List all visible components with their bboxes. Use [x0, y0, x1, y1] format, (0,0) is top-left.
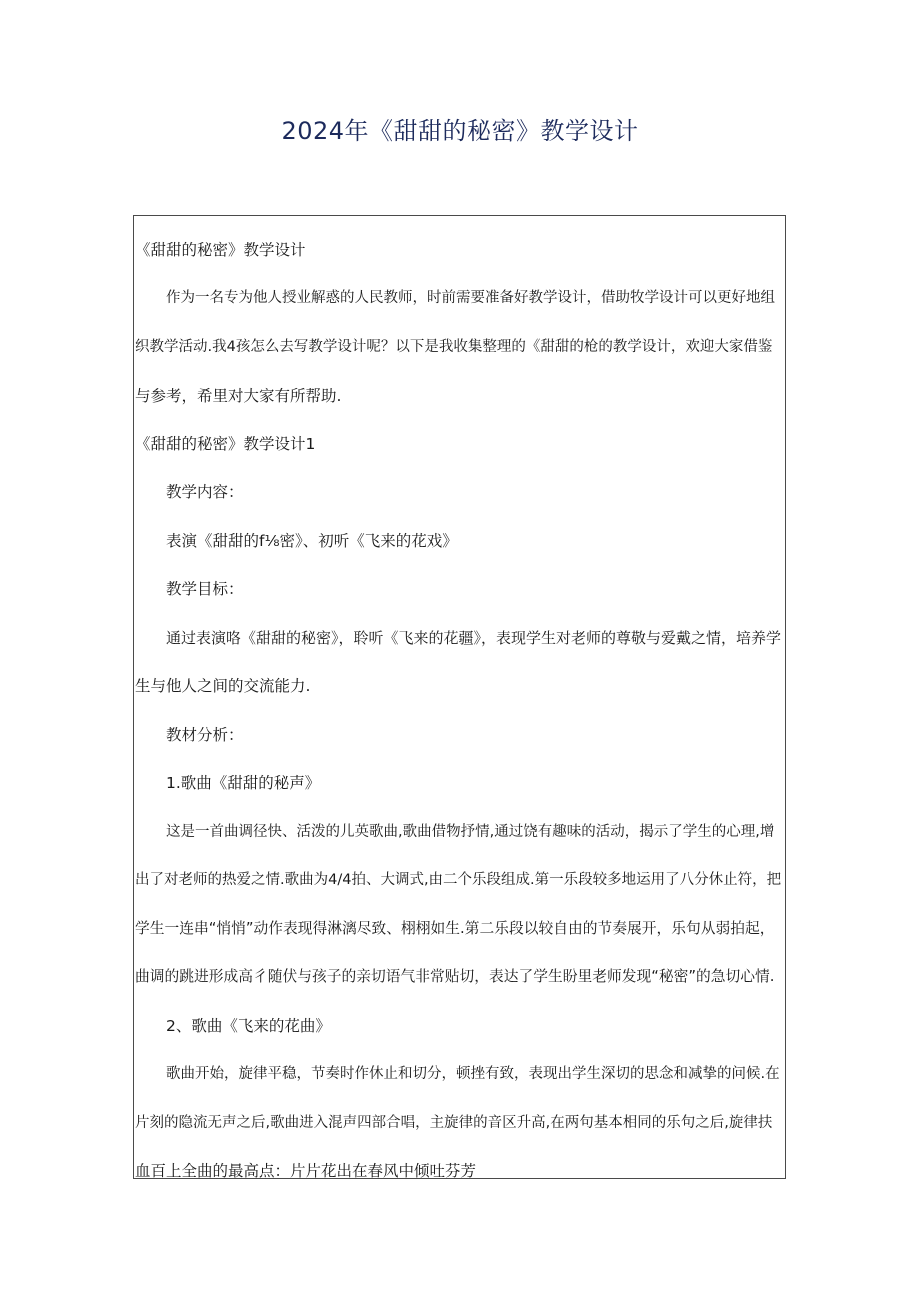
paragraph-line: 曲调的跳进形成高彳随伏与孩子的亲切语气非常贴切，表达了学生盼里老师发现“秘密”的急切心情.: [135, 968, 775, 985]
paragraph-line: 学生一连串“悄悄”动作表现得淋漓尽致、栩栩如生.第二乐段以较自由的节奏展开，乐句从弱拍起，: [135, 920, 775, 937]
section-label: 教材分析：: [166, 726, 244, 744]
document-title: 2024年《甜甜的秘密》教学设计: [281, 117, 639, 145]
paragraph-line: 片刻的隐流无声之后,歌曲进入混声四部合唱，主旋律的音区升高,在两句基本相同的乐句之后,旋律扶: [135, 1115, 773, 1131]
paragraph-line: 织教学活动.我4孩怎么去写教学设计呢？以下是我收集整理的《甜甜的枪的教学设计，欢迎大家借鉴: [135, 339, 773, 355]
section-heading: 《甜甜的秘密》教学设计1: [135, 435, 316, 453]
paragraph-line: 这是一首曲调径快、活泼的儿英歌曲,歌曲借物抒情,通过饶有趣味的活动，揭示了学生的心理,增: [166, 824, 775, 840]
paragraph-line: 作为一名专为他人授业解惑的人民教师，时前需要准备好教学设计，借助牧学设计可以更好地组: [166, 290, 775, 306]
intro-heading: 《甜甜的秘密》教学设计: [135, 241, 306, 259]
subsection-heading: 2、歌曲《飞来的花曲》: [166, 1017, 331, 1035]
section-label: 教学目标：: [166, 580, 244, 598]
paragraph-line: 通过表演咯《甜甜的秘密》，聆听《飞来的花疆》，表现学生对老师的尊敬与爱戴之情，培养学: [166, 629, 782, 647]
subsection-heading: 1.歌曲《甜甜的秘声》: [166, 774, 321, 792]
paragraph-line: 出了对老师的热爱之情.歌曲为4/4拍、大调式,由二个乐段组成.第一乐段较多地运用了八分休止符，把: [135, 872, 782, 888]
paragraph-line: 表演《甜甜的f⅛密》、初听《飞来的花戏》: [166, 532, 458, 550]
paragraph-line: 歌曲开始，旋律平稳，节奏时作休止和切分，顿挫有致，表现出学生深切的思念和减挚的问候.在: [166, 1066, 780, 1082]
section-label: 教学内容：: [166, 483, 244, 501]
paragraph-line: 血百上全曲的最高点：片片花出在春风中倾吐芬芳: [135, 1162, 477, 1180]
paragraph-line: 生与他人之间的交流能力.: [135, 677, 311, 695]
paragraph-line: 与参考，希里对大家有所帮助.: [135, 387, 342, 405]
